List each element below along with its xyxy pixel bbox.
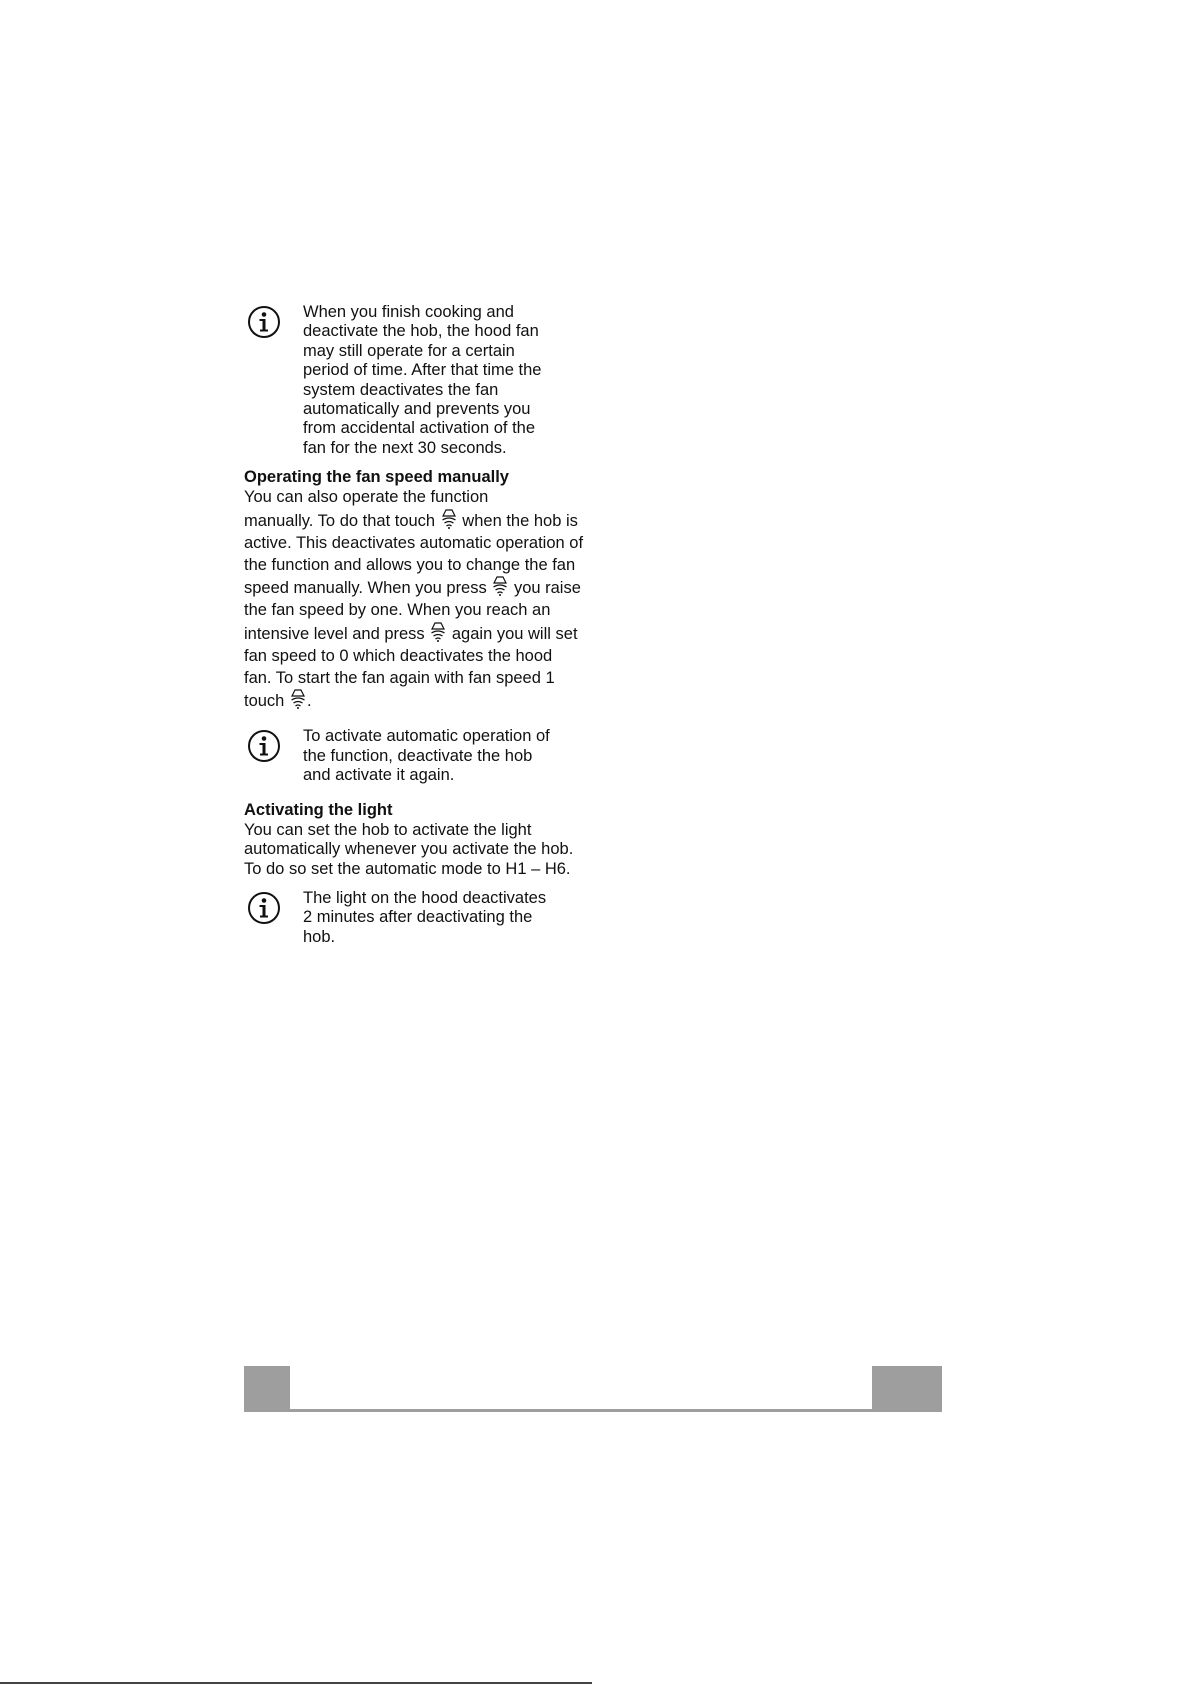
content-column — [244, 303, 584, 957]
footer-rule — [290, 1409, 872, 1412]
info-icon — [247, 891, 281, 925]
info-icon — [247, 305, 281, 339]
fan-speed-icon — [492, 576, 508, 596]
info-note-light — [244, 889, 584, 947]
info-note-automatic — [244, 727, 584, 785]
text-segment: you raise the fan speed by one. When you reach an intensive level and press — [244, 579, 581, 644]
paragraph-line: You can also operate the function — [244, 487, 489, 506]
footer-block-right — [872, 1366, 942, 1412]
text-segment: manually. To do that touch — [244, 512, 436, 531]
page-footer-bar — [244, 1366, 942, 1412]
footer-block-left — [244, 1366, 290, 1412]
section-heading: Operating the fan speed manually — [244, 468, 509, 487]
fan-speed-icon — [430, 622, 446, 642]
note-text: The light on the hood deactivates 2 minutes after deactivating the hob. — [303, 889, 547, 946]
note-text: When you finish cooking and deactivate the hob, the hood fan may still operate for a certain period of time. After that time the system deactivates the fan automatically and prevents you from accidental activation of the fan for the next 30 seconds. — [303, 303, 542, 457]
section-manual-fan — [244, 468, 584, 713]
text-segment: again you will set fan speed to 0 which deactivates the hood fan. To start the fan again with fan speed 1 touch — [244, 625, 578, 711]
text-segment: when the hob is active. This deactivates automatic operation of the function and allows you to change the fan speed manually. When you press — [244, 512, 584, 598]
section-heading: Activating the light — [244, 801, 393, 820]
fan-speed-icon — [290, 689, 306, 709]
text-segment: . — [306, 692, 312, 711]
paragraph: You can set the hob to activate the light automatically whenever you activate the hob. To do so set the automatic mode to H1 – H6. — [244, 820, 574, 878]
note-text: To activate automatic operation of the function, deactivate the hob and activate it again. — [303, 727, 550, 785]
info-note-fan-runout — [244, 303, 584, 458]
fan-speed-icon — [441, 509, 457, 529]
info-icon — [247, 729, 281, 763]
section-light — [244, 801, 584, 879]
manual-instructions — [244, 509, 584, 713]
bottom-edge-rule — [0, 1682, 592, 1684]
